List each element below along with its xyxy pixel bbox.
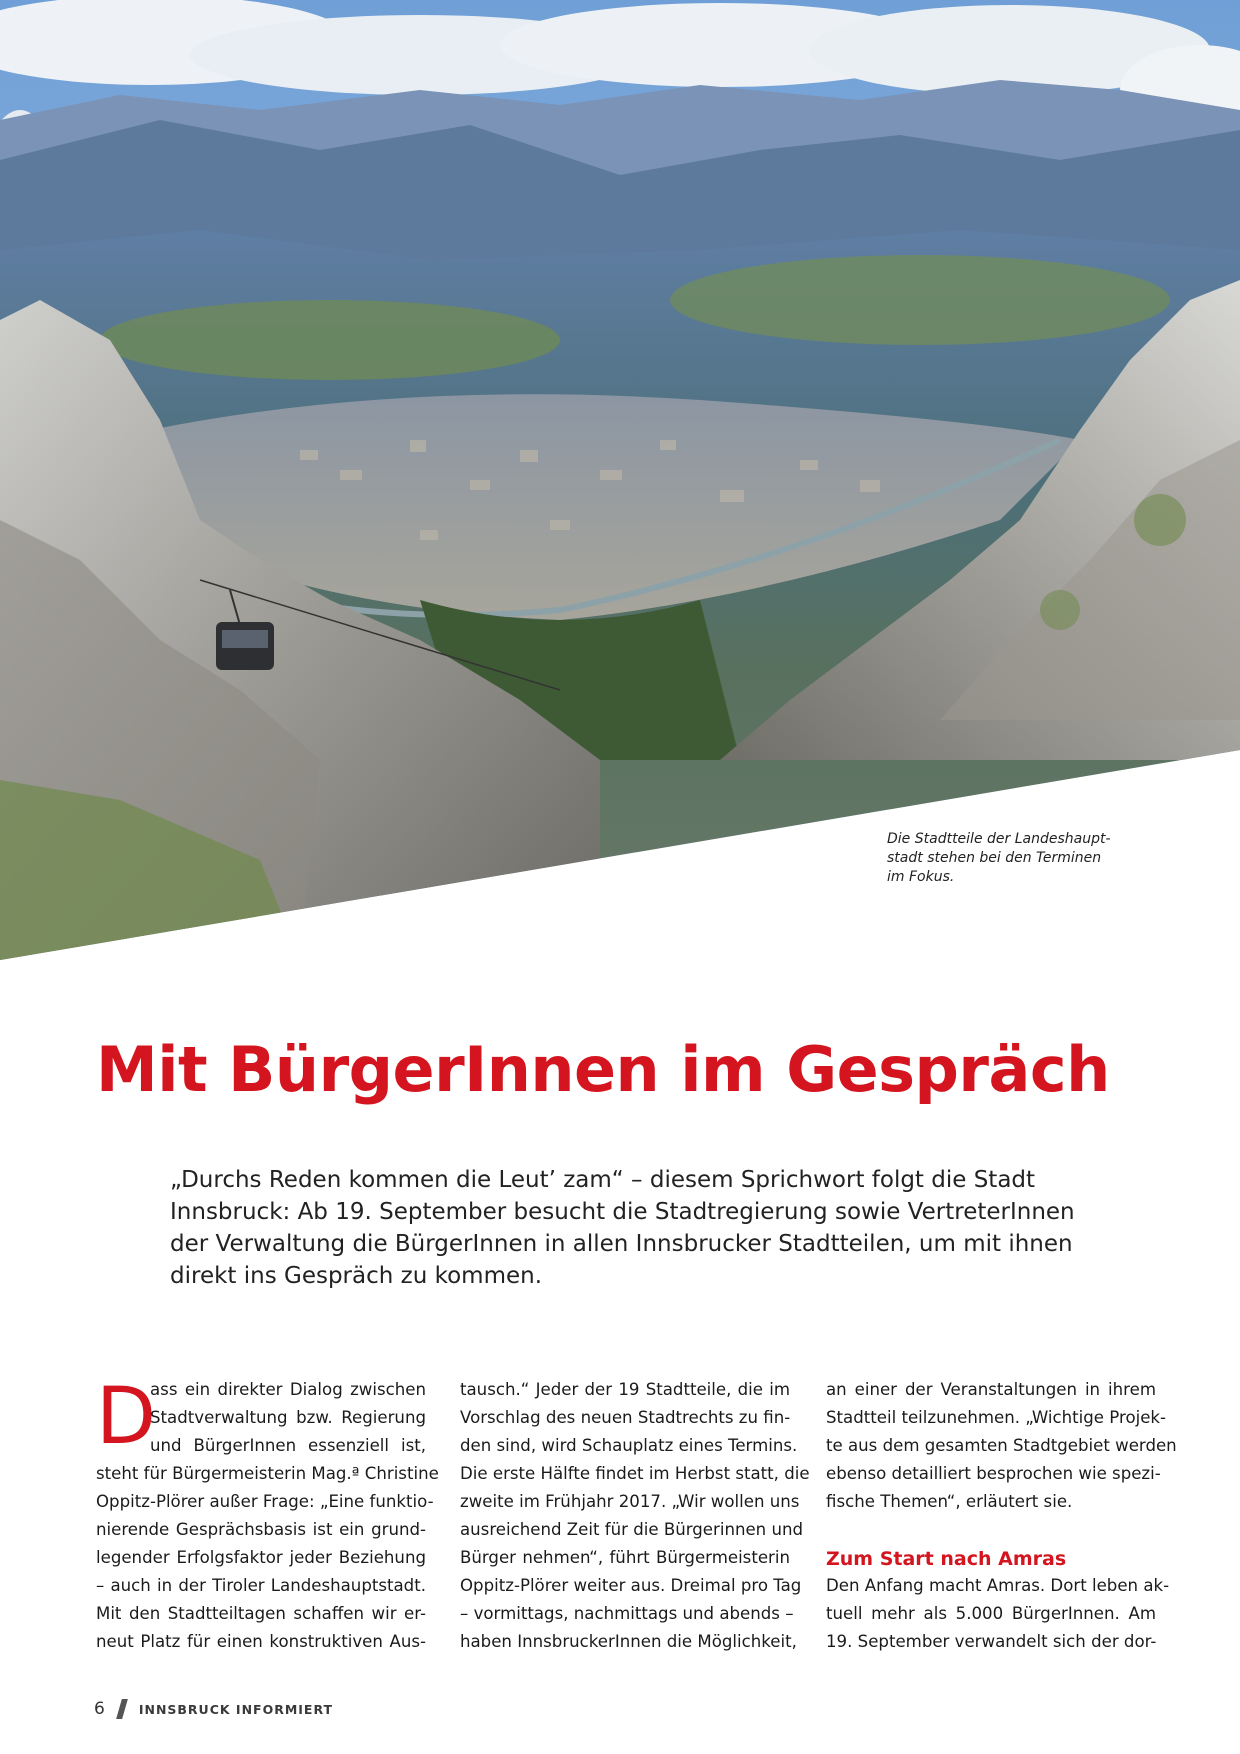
page-number: 6: [94, 1699, 105, 1719]
body-line: fische Themen“, erläutert sie.: [826, 1492, 1073, 1511]
body-line: te aus dem gesamten Stadtgebiet werden: [826, 1436, 1177, 1455]
publication-name: INNSBRUCK INFORMIERT: [138, 1701, 334, 1717]
body-line: tausch.“ Jeder der 19 Stadtteile, die im: [460, 1380, 790, 1399]
body-line: nierende Gesprächsbasis ist ein grund-: [96, 1520, 426, 1539]
body-line: an einer der Veranstaltungen in ihrem: [826, 1380, 1156, 1399]
lead-paragraph: [170, 1164, 1075, 1292]
spacer: [826, 1516, 1156, 1544]
body-column-3: [826, 1376, 1177, 1656]
body-line: den sind, wird Schauplatz eines Termins.: [460, 1436, 798, 1455]
body-line: Den Anfang macht Amras. Dort leben ak-: [826, 1576, 1170, 1595]
article-title: Mit BürgerInnen im Gespräch: [96, 1033, 1110, 1106]
body-line: Oppitz-Plörer weiter aus. Dreimal pro Tag: [460, 1576, 802, 1595]
lead-line: direkt ins Gespräch zu kommen.: [170, 1263, 543, 1289]
body-line: legender Erfolgsfaktor jeder Beziehung: [96, 1548, 426, 1567]
body-line: zweite im Frühjahr 2017. „Wir wollen uns: [460, 1492, 800, 1511]
body-line: 19. September verwandelt sich der dor-: [826, 1632, 1157, 1651]
caption-line: im Fokus.: [887, 869, 955, 885]
body-column-2: [460, 1376, 810, 1656]
section-subheading: Zum Start nach Amras: [826, 1548, 1067, 1570]
slash-divider-icon: [116, 1699, 128, 1719]
photo-caption: [887, 830, 1117, 887]
drop-cap: D: [96, 1372, 157, 1462]
body-column-1: [96, 1372, 439, 1656]
body-line: – auch in der Tiroler Landeshauptstadt.: [96, 1576, 426, 1595]
body-line: Die erste Hälfte findet im Herbst statt, die: [460, 1464, 810, 1483]
page-footer: [94, 1697, 333, 1721]
body-line: Vorschlag des neuen Stadtrechts zu fin-: [460, 1408, 791, 1427]
body-line: haben InnsbruckerInnen die Möglichkeit,: [460, 1632, 797, 1651]
body-line: und BürgerInnen essenziell ist,: [150, 1436, 426, 1455]
body-line: – vormittags, nachmittags und abends –: [460, 1604, 794, 1623]
body-line: Mit den Stadtteiltagen schaffen wir er-: [96, 1604, 426, 1623]
caption-line: stadt stehen bei den Terminen: [887, 850, 1102, 866]
lead-line: der Verwaltung die BürgerInnen in allen Innsbrucker Stadtteilen, um mit ihnen: [170, 1231, 1073, 1257]
body-line: Oppitz-Plörer außer Frage: „Eine funktio-: [96, 1492, 434, 1511]
lead-line: Innsbruck: Ab 19. September besucht die Stadtregierung sowie VertreterInnen: [170, 1199, 1075, 1225]
body-line: ass ein direkter Dialog zwischen: [150, 1380, 426, 1399]
body-line: Stadtverwaltung bzw. Regierung: [150, 1408, 426, 1427]
body-line: neut Platz für einen konstruktiven Aus-: [96, 1632, 426, 1651]
lead-line: „Durchs Reden kommen die Leut’ zam“ – diesem Sprichwort folgt die Stadt: [170, 1167, 1036, 1193]
body-line: steht für Bürgermeisterin Mag.ª Christine: [96, 1464, 439, 1483]
body-line: Stadtteil teilzunehmen. „Wichtige Projek-: [826, 1408, 1167, 1427]
body-line: tuell mehr als 5.000 BürgerInnen. Am: [826, 1604, 1156, 1623]
body-line: Bürger nehmen“, führt Bürgermeisterin: [460, 1548, 790, 1567]
body-line: ebenso detailliert besprochen wie spezi-: [826, 1464, 1161, 1483]
caption-line: Die Stadtteile der Landeshaupt-: [887, 831, 1111, 847]
body-line: ausreichend Zeit für die Bürgerinnen und: [460, 1520, 804, 1539]
